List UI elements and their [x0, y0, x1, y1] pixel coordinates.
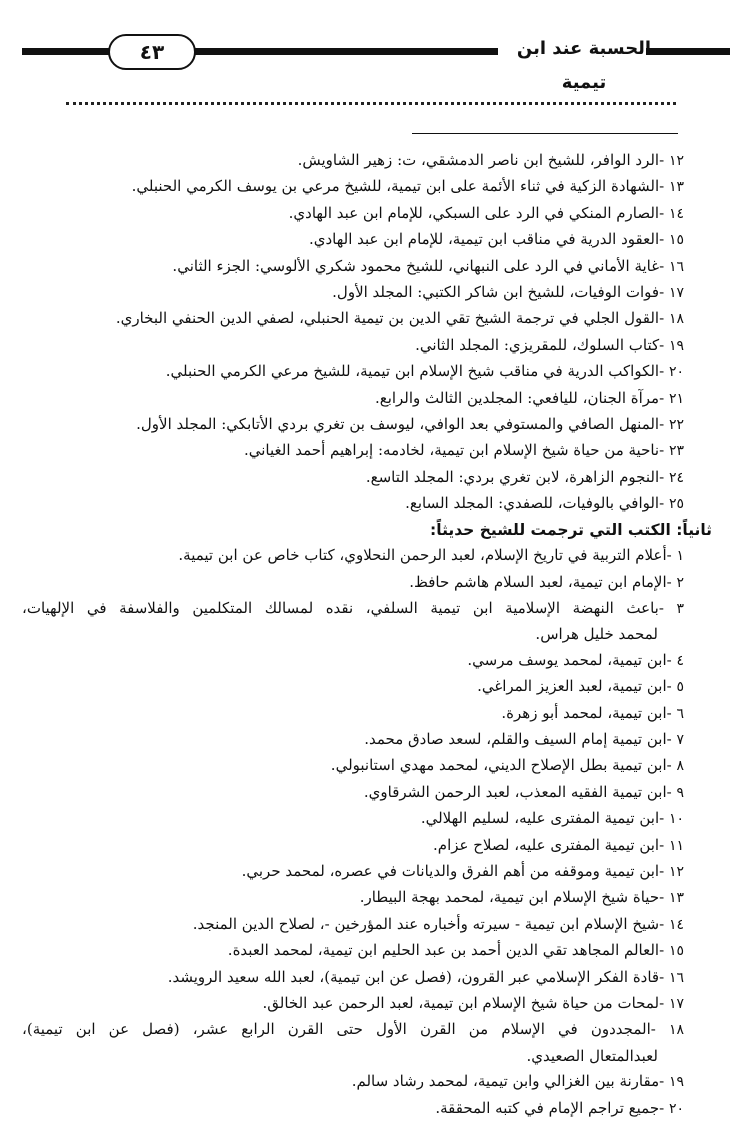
- item-separator: -: [659, 283, 669, 302]
- item-text: جميع تراجم الإمام في كتبه المحققة.: [435, 1098, 660, 1117]
- item-number: ١٧: [668, 996, 684, 1012]
- list-item: [22, 806, 684, 832]
- item-number: ٢٢: [668, 417, 684, 434]
- item-text: كتاب السلوك، للمقريزي: المجلد الثاني.: [415, 335, 660, 354]
- item-text: ابن تيمية الفقيه المعذب، لعبد الرحمن الشرقاوي.: [363, 782, 667, 801]
- item-text: الرد الوافر، للشيخ ابن ناصر الدمشقي، ت: زهير الشاويش.: [297, 151, 660, 169]
- item-text: الشهادة الزكية في ثناء الأئمة على ابن تيمية، للشيخ مرعي بن يوسف الكرمي الحنبلي.: [131, 177, 660, 196]
- list-item: [22, 543, 684, 569]
- item-separator: -: [666, 650, 677, 669]
- item-number: ٢٥: [668, 496, 684, 513]
- item-separator: -: [659, 888, 669, 907]
- list-item: [22, 174, 684, 200]
- item-separator: -: [659, 309, 669, 328]
- item-number: ١٤: [668, 205, 684, 222]
- list-item: [22, 780, 684, 806]
- page-number: ٤٣: [108, 34, 196, 70]
- list-item: [22, 727, 684, 753]
- item-number: ١٣: [668, 890, 684, 907]
- item-separator: -: [666, 729, 677, 748]
- item-separator: -: [659, 151, 669, 169]
- old-sources-list: [22, 148, 684, 518]
- item-separator: -: [659, 1098, 669, 1117]
- item-text: فوات الوفيات، للشيخ ابن شاكر الكتبي: المجلد الأول.: [332, 283, 660, 302]
- item-separator: -: [659, 388, 669, 407]
- item-text: باعث النهضة الإسلامية ابن تيمية السلفي، نقده لمسالك المتكلمين والفلاسفة في الإلهيات،: [22, 598, 659, 617]
- item-separator: -: [666, 782, 677, 801]
- item-text: لمحات من حياة شيخ الإسلام ابن تيمية، لعبد الرحمن عبد الخالق.: [262, 994, 660, 1012]
- item-continuation: لعبدالمتعال الصعيدي.: [526, 1046, 658, 1065]
- list-item: [22, 148, 684, 174]
- item-number: ٢٣: [668, 443, 684, 460]
- item-text: أعلام التربية في تاريخ الإسلام، لعبد الرحمن النحلاوي، كتاب خاص عن ابن تيمية.: [178, 546, 667, 565]
- item-separator: -: [659, 914, 669, 933]
- list-item: [22, 1096, 684, 1122]
- item-text: مقارنة بين الغزالي وابن تيمية، لمحمد رشاد سالم.: [351, 1072, 660, 1091]
- list-item: [22, 753, 684, 779]
- page-body: [22, 148, 712, 1122]
- running-title: الحسبة عند ابن تيمية: [516, 38, 652, 93]
- item-text: العالم المجاهد تقي الدين أحمد بن عبد الحليم ابن تيمية، لمحمد العبدة.: [227, 941, 660, 960]
- item-separator: -: [666, 677, 677, 696]
- item-number: ٣: [676, 600, 684, 617]
- list-item: [22, 859, 684, 885]
- section-heading: ثانياً: الكتب التي ترجمت للشيخ حديثاً:: [430, 520, 712, 539]
- list-item: [22, 596, 684, 622]
- list-item: [22, 333, 684, 359]
- list-item: [22, 991, 684, 1017]
- item-text: حياة شيخ الإسلام ابن تيمية، لمحمد بهجة البيطار.: [359, 888, 660, 907]
- item-continuation: لمحمد خليل هراس.: [535, 625, 658, 644]
- list-item: [22, 280, 684, 306]
- item-number: ٨: [676, 758, 684, 775]
- list-item: [22, 1069, 684, 1095]
- item-number: ١٨: [668, 311, 684, 328]
- item-number: ١٠: [668, 811, 684, 828]
- item-text: ابن تيمية، لعبد العزيز المراغي.: [477, 677, 667, 696]
- item-text: المنهل الصافي والمستوفي بعد الوافي، ليوسف بن تغري بردي الأتابكي: المجلد الأول.: [136, 415, 660, 434]
- item-separator: -: [659, 994, 669, 1012]
- item-number: ٩: [676, 784, 684, 801]
- list-item: [22, 201, 684, 227]
- item-number: ١٢: [668, 153, 684, 169]
- list-item: [22, 412, 684, 438]
- modern-sources-list: [22, 543, 684, 1122]
- item-number: ٤: [676, 652, 684, 669]
- item-text: غاية الأماني في الرد على النبهاني، للشيخ محمود شكري الألوسي: الجزء الثاني.: [172, 256, 660, 275]
- item-text: القول الجلي في ترجمة الشيخ تقي الدين بن تيمية الحنبلي، لصفي الدين الحنفي البخاري.: [115, 309, 660, 328]
- item-number: ١٧: [668, 285, 684, 302]
- list-item: [22, 701, 684, 727]
- item-separator: -: [659, 362, 669, 381]
- item-separator: -: [659, 967, 669, 986]
- item-number: ٦: [676, 705, 684, 722]
- item-text: ابن تيمية، لمحمد أبو زهرة.: [501, 703, 667, 722]
- item-text: شيخ الإسلام ابن تيمية - سيرته وأخباره عند المؤرخين -، لصلاح الدين المنجد.: [192, 914, 660, 933]
- item-separator: -: [666, 572, 677, 591]
- item-text: ابن تيمية بطل الإصلاح الديني، لمحمد مهدي استانبولي.: [330, 756, 667, 775]
- item-number: ١٢: [668, 863, 684, 880]
- item-number: ١٤: [668, 916, 684, 933]
- list-item: [22, 491, 684, 517]
- list-item: [22, 1017, 684, 1043]
- item-text: النجوم الزاهرة، لابن تغري بردي: المجلد التاسع.: [365, 467, 660, 486]
- item-text: ناحية من حياة شيخ الإسلام ابن تيمية، لخادمه: إبراهيم أحمد الغياني.: [243, 441, 660, 460]
- item-number: ٢٤: [668, 469, 684, 486]
- item-separator: -: [659, 835, 669, 854]
- item-separator: -: [666, 756, 677, 775]
- list-item: [22, 570, 684, 596]
- list-item: [22, 965, 684, 991]
- item-separator: -: [659, 861, 669, 880]
- item-separator: -: [659, 335, 669, 354]
- item-number: ١٥: [668, 232, 684, 249]
- item-separator: -: [650, 1020, 669, 1039]
- item-text: ابن تيمية إمام السيف والقلم، لسعد صادق محمد.: [364, 729, 667, 748]
- item-separator: -: [666, 703, 677, 722]
- list-item: [22, 465, 684, 491]
- list-item: [22, 306, 684, 332]
- list-item: [22, 254, 684, 280]
- item-number: ٢١: [668, 390, 684, 407]
- item-text: الوافي بالوفيات، للصفدي: المجلد السابع.: [405, 494, 660, 513]
- dotted-separator: [66, 102, 676, 105]
- item-text: الكواكب الدرية في مناقب شيخ الإسلام ابن تيمية، للشيخ مرعي الكرمي الحنبلي.: [165, 362, 660, 381]
- item-text: ابن تيمية وموقفه من أهم الفرق والديانات في عصره، لمحمد حربي.: [241, 861, 660, 880]
- item-text: الصارم المنكي في الرد على السبكي، للإمام ابن عبد الهادي.: [288, 203, 660, 222]
- list-item: [22, 674, 684, 700]
- header-rule-middle: [188, 48, 498, 55]
- item-number: ١٩: [668, 1074, 684, 1091]
- list-item: [22, 885, 684, 911]
- list-item: [22, 912, 684, 938]
- item-text: الإمام ابن تيمية، لعبد السلام هاشم حافظ.: [409, 572, 667, 591]
- section-rule: [412, 133, 678, 134]
- item-number: ١٩: [668, 337, 684, 354]
- item-separator: -: [666, 546, 677, 565]
- item-separator: -: [659, 809, 669, 828]
- item-number: ٢: [676, 574, 684, 591]
- item-number: ٧: [676, 731, 684, 748]
- item-text: قادة الفكر الإسلامي عبر القرون، (فصل عن ابن تيمية)، لعبد الله سعيد الرويشد.: [167, 967, 660, 986]
- item-separator: -: [659, 203, 669, 222]
- list-item: [22, 438, 684, 464]
- item-number: ١٣: [668, 179, 684, 196]
- item-text: ابن تيمية، لمحمد يوسف مرسي.: [467, 650, 667, 669]
- item-number: ١٦: [668, 258, 684, 275]
- item-text: ابن تيمية المفترى عليه، لصلاح عزام.: [433, 835, 660, 854]
- item-separator: -: [659, 230, 669, 249]
- item-separator: -: [659, 467, 669, 486]
- item-number: ٢٠: [668, 364, 684, 381]
- item-number: ١: [676, 548, 684, 565]
- list-item: [22, 833, 684, 859]
- item-separator: -: [659, 177, 669, 196]
- item-number: ١١: [668, 837, 684, 854]
- list-item: [22, 938, 684, 964]
- item-separator: -: [659, 1072, 669, 1091]
- list-item: [22, 359, 684, 385]
- item-text: مرآة الجنان، لليافعي: المجلدين الثالث والرابع.: [374, 388, 660, 407]
- header-rule-left: [22, 48, 112, 55]
- item-text: العقود الدرية في مناقب ابن تيمية، للإمام ابن عبد الهادي.: [308, 230, 660, 249]
- item-separator: -: [659, 941, 669, 960]
- item-separator: -: [659, 441, 669, 460]
- item-separator: -: [659, 415, 669, 434]
- item-number: ١٥: [668, 943, 684, 960]
- list-item: [22, 648, 684, 674]
- item-number: ١٦: [668, 969, 684, 986]
- item-text: ابن تيمية المفترى عليه، لسليم الهلالي.: [420, 809, 660, 828]
- item-separator: -: [659, 256, 669, 275]
- item-number: ٥: [676, 679, 684, 696]
- page-header: [22, 30, 730, 93]
- list-item: [22, 227, 684, 253]
- item-number: ٢٠: [668, 1100, 684, 1117]
- list-item: [22, 386, 684, 412]
- item-text: المجددون في الإسلام من القرن الأول حتى القرن الرابع عشر، (فصل عن ابن تيمية)،: [22, 1020, 651, 1039]
- item-separator: -: [659, 494, 669, 513]
- item-number: ١٨: [668, 1022, 684, 1039]
- item-separator: -: [658, 598, 677, 617]
